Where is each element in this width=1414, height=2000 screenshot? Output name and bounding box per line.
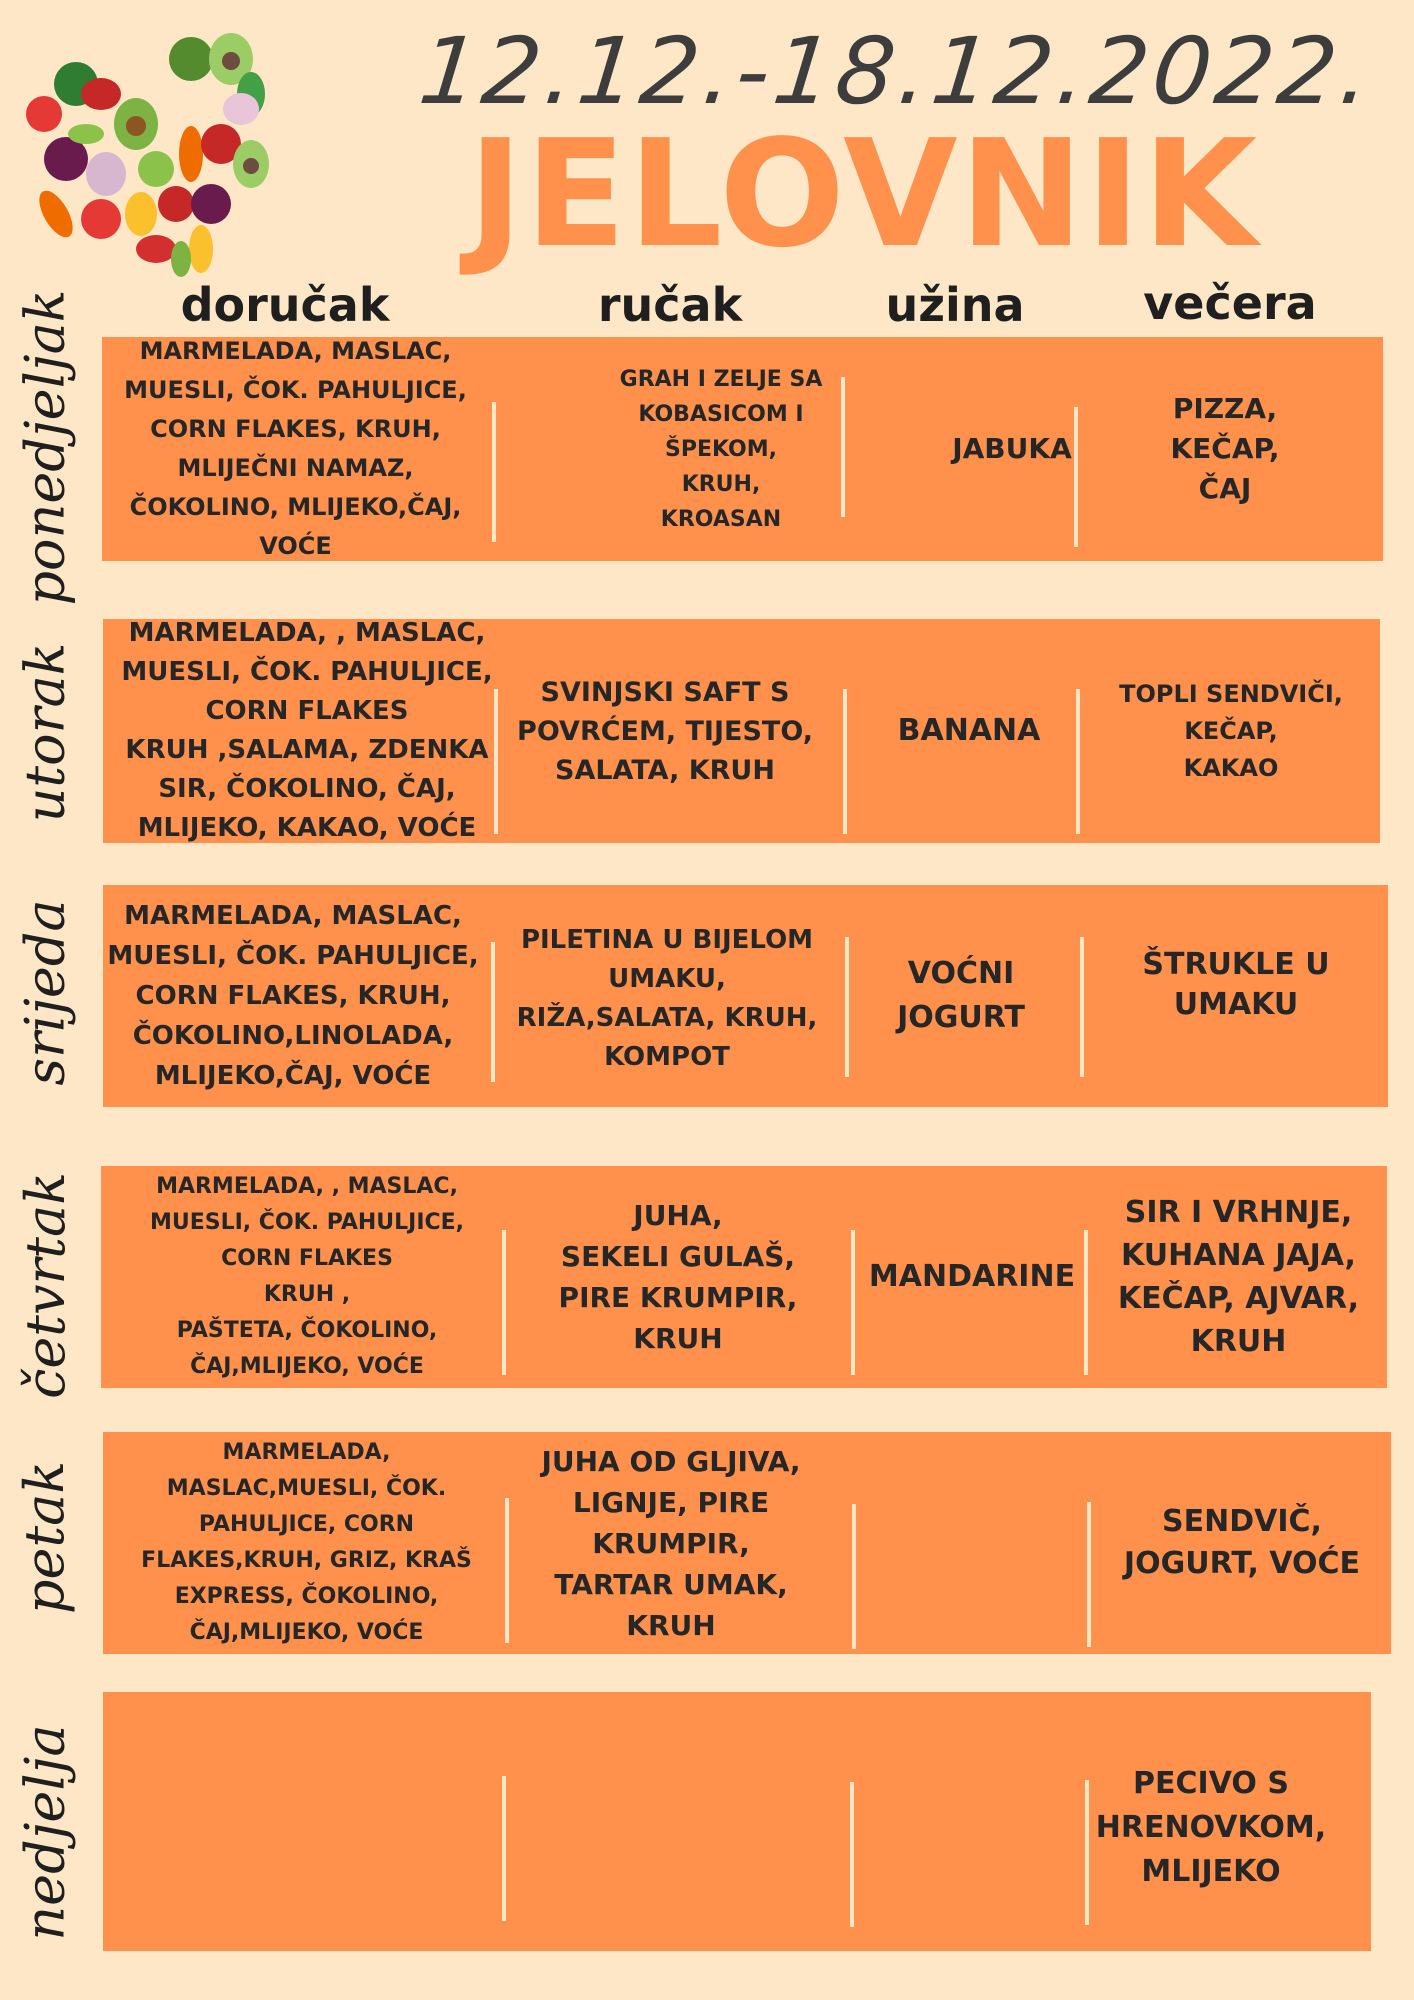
menu-row-tuesday — [103, 619, 1380, 843]
column-divider — [1085, 1780, 1089, 1925]
day-label-wednesday — [10, 880, 80, 1105]
snack-cell — [858, 1432, 1088, 1654]
column-header-dinner: večera — [1143, 276, 1317, 330]
menu-row-friday — [103, 1432, 1391, 1654]
dinner-cell: PECIVO S HRENOVKOM, MLIJEKO — [1095, 1766, 1327, 1889]
menu-row-sunday — [103, 1692, 1371, 1951]
menu-title: JELOVNIK — [468, 108, 1260, 280]
snack-cell: VOĆNI JOGURT — [897, 956, 1025, 1035]
column-header-snack: užina — [885, 278, 1025, 332]
dinner-cell: TOPLI SENDVIČI, KEČAP, KAKAO — [1119, 679, 1343, 782]
column-divider — [505, 1498, 509, 1643]
breakfast-cell: MARMELADA, MASLAC, MUESLI, ČOK. PAHULJICE, CORN FLAKES, KRUH, MLIJEČNI NAMAZ, ČOKOLINO, MLIJEKO,ČAJ, VOĆE — [124, 337, 467, 560]
column-header-lunch: ručak — [597, 278, 743, 332]
lunch-cell — [508, 1692, 848, 1951]
breakfast-cell: MARMELADA, , MASLAC, MUESLI, ČOK. PAHULJICE, CORN FLAKES KRUH ,SALAMA, ZDENKA SIR, ČOKOLINO, ČAJ, MLIJEKO, KAKAO, VOĆE — [121, 619, 493, 843]
column-divider — [843, 689, 847, 834]
menu-row-thursday — [101, 1166, 1387, 1388]
dinner-cell: SENDVIČ, JOGURT, VOĆE — [1123, 1504, 1361, 1581]
column-divider — [851, 1230, 855, 1375]
snack-cell — [856, 1692, 1086, 1951]
column-divider — [852, 1504, 856, 1649]
column-divider — [502, 1776, 506, 1921]
lunch-cell: JUHA, SEKELI GULAŠ, PIRE KRUMPIR, KRUH — [558, 1199, 798, 1355]
column-divider — [1076, 689, 1080, 834]
day-name: utorak — [13, 642, 77, 823]
column-header-breakfast: doručak — [180, 278, 390, 332]
day-name: petak — [13, 1460, 77, 1615]
snack-cell: BANANA — [897, 713, 1041, 748]
lunch-cell: JUHA OD GLJIVA, LIGNJE, PIRE KRUMPIR, TARTAR UMAK, KRUH — [541, 1444, 801, 1642]
vegetable-heart-logo — [6, 14, 286, 284]
day-label-friday — [10, 1430, 80, 1645]
breakfast-cell: MARMELADA, MASLAC,MUESLI, ČOK. PAHULJICE, CORN FLAKES,KRUH, GRIZ, KRAŠ EXPRESS, ČOKOLINO, ČAJ,MLIJEKO, VOĆE — [141, 1440, 472, 1645]
column-divider — [1087, 1502, 1091, 1647]
breakfast-cell: MARMELADA, MASLAC, MUESLI, ČOK. PAHULJICE, CORN FLAKES, KRUH, ČOKOLINO,LINOLADA, MLIJEKO,ČAJ, VOĆE — [107, 901, 479, 1091]
snack-cell: MANDARINE — [868, 1259, 1076, 1294]
date-range: 12.12.-18.12.2022. — [414, 18, 1380, 125]
dinner-cell: SIR I VRHNJE, KUHANA JAJA, KEČAP, AJVAR, KRUH — [1117, 1195, 1360, 1359]
day-label-monday — [10, 289, 80, 606]
menu-row-monday — [102, 337, 1383, 561]
lunch-cell: PILETINA U BIJELOM UMAKU, RIŽA,SALATA, KRUH, KOMPOT — [516, 925, 818, 1072]
day-name: četvrtak — [13, 1171, 77, 1399]
column-divider — [841, 377, 845, 517]
column-divider — [1074, 407, 1078, 547]
day-label-tuesday — [10, 620, 80, 845]
column-divider — [494, 689, 498, 834]
day-name: ponedjeljak — [13, 289, 77, 606]
day-name: srijeda — [13, 899, 77, 1086]
column-divider — [502, 1230, 506, 1375]
column-divider — [845, 937, 849, 1077]
column-divider — [1080, 937, 1084, 1077]
menu-row-wednesday — [103, 885, 1388, 1107]
column-divider — [491, 942, 495, 1082]
day-name: nedjelja — [13, 1724, 77, 1941]
breakfast-cell: MARMELADA, , MASLAC, MUESLI, ČOK. PAHULJICE, CORN FLAKES KRUH , PAŠTETA, ČOKOLINO, ČAJ,MLIJEKO, VOĆE — [149, 1174, 465, 1379]
day-label-thursday — [10, 1171, 80, 1399]
breakfast-cell — [103, 1692, 498, 1951]
day-label-sunday — [10, 1720, 80, 1945]
dinner-cell: ŠTRUKLE U UMAKU — [1142, 947, 1330, 1022]
snack-cell: JABUKA — [952, 432, 1072, 465]
column-divider — [1084, 1230, 1088, 1375]
lunch-cell: SVINJSKI SAFT S POVRĆEM, TIJESTO, SALATA, KRUH — [517, 676, 813, 786]
column-divider — [850, 1782, 854, 1927]
lunch-cell: GRAH I ZELJE SA KOBASICOM I ŠPEKOM, KRUH, KROASAN — [619, 366, 823, 532]
dinner-cell: PIZZA, KEČAP, ČAJ — [1170, 392, 1280, 505]
